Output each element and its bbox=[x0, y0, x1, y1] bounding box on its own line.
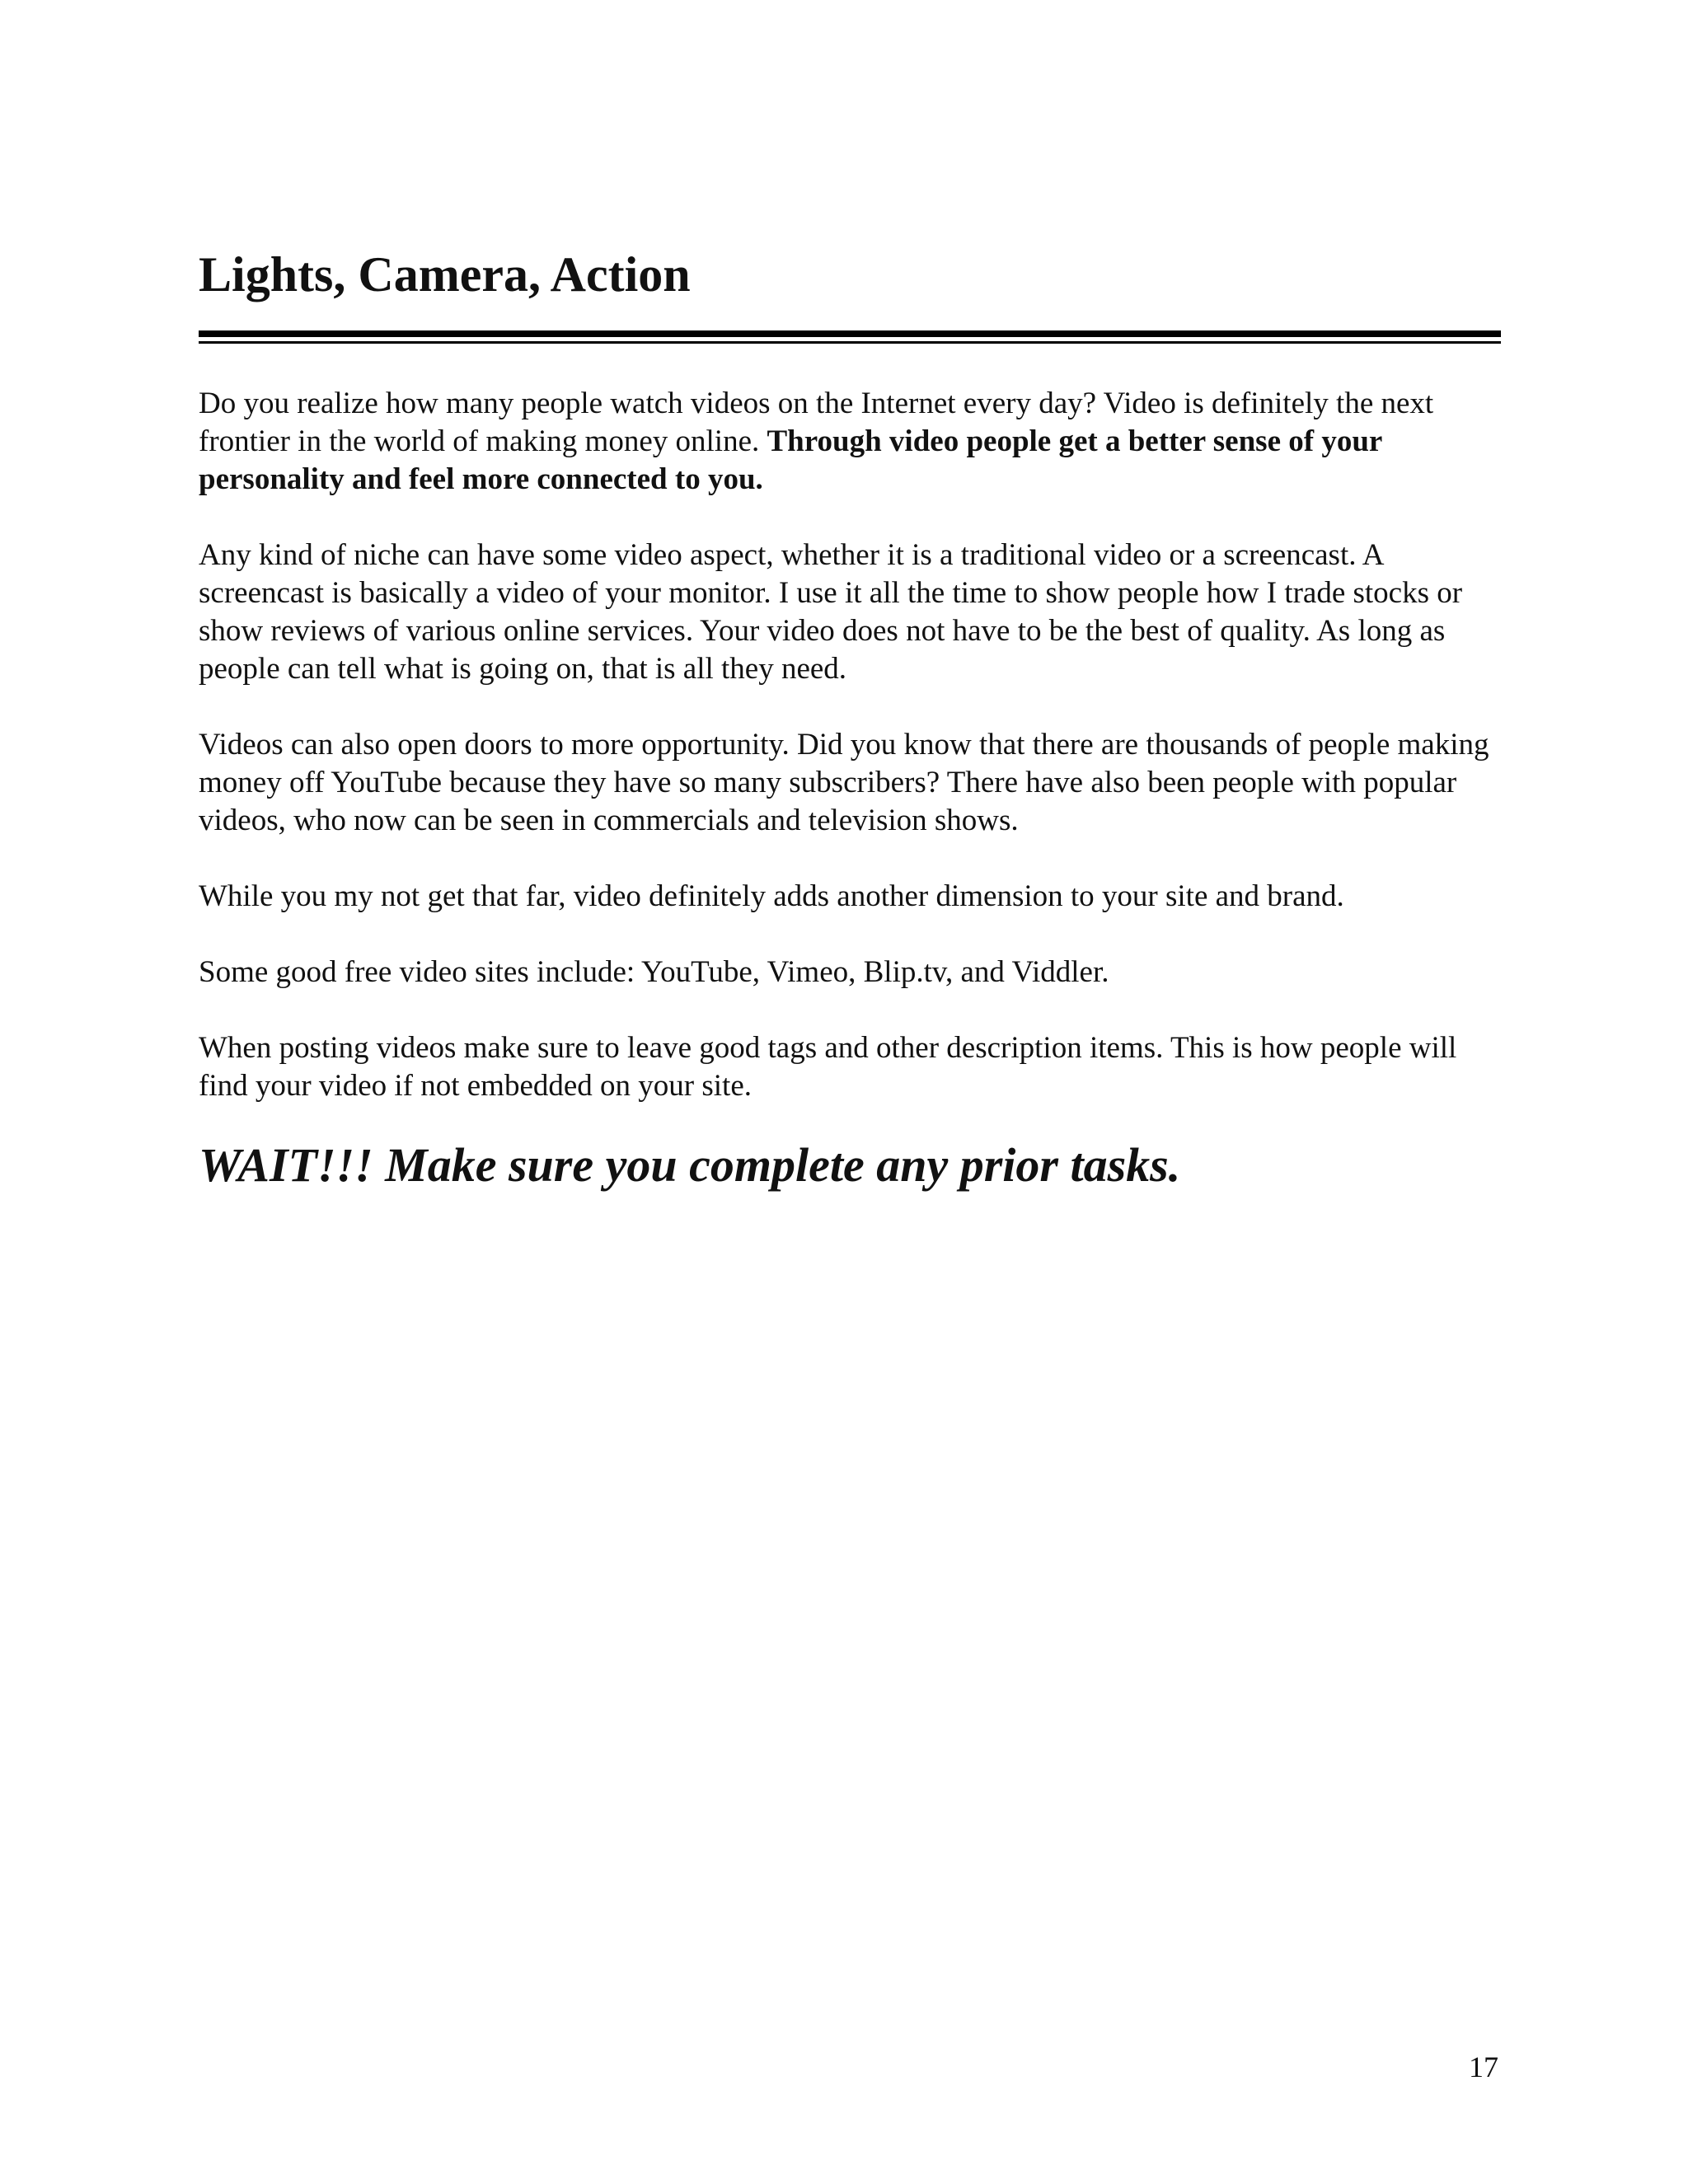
paragraph-4 bbox=[199, 878, 1501, 916]
paragraph-3 bbox=[199, 726, 1501, 840]
paragraph-1-text: Do you realize how many people watch videos on the Internet every day? Video is definitely the next frontier in the world of making money online. bbox=[199, 387, 1434, 458]
paragraph-4-text: While you my not get that far, video definitely adds another dimension to your site and brand. bbox=[199, 879, 1344, 913]
paragraph-2-text: Any kind of niche can have some video aspect, whether it is a traditional video or a screencast. A screencast is basically a video of your monitor. I use it all the time to show people how I trade stocks or show reviews of various online services. Your video does not have to be the best of quality. As long as people can tell what is going on, that is all they need. bbox=[199, 538, 1463, 686]
title-divider bbox=[199, 330, 1501, 344]
page-content bbox=[199, 247, 1501, 1193]
title-divider-thin-line bbox=[199, 341, 1501, 344]
paragraph-1 bbox=[199, 385, 1501, 499]
paragraph-5-text: Some good free video sites include: YouTube, Vimeo, Blip.tv, and Viddler. bbox=[199, 955, 1109, 989]
body-text bbox=[199, 385, 1501, 1193]
paragraph-5 bbox=[199, 954, 1501, 991]
paragraph-1-bold-text: Through video people get a better sense of your personality and feel more connected to you. bbox=[199, 424, 1382, 496]
paragraph-6 bbox=[199, 1029, 1501, 1105]
callout-text: WAIT!!! Make sure you complete any prior tasks. bbox=[199, 1138, 1181, 1192]
page-number: 17 bbox=[1469, 2050, 1498, 2083]
paragraph-2 bbox=[199, 537, 1501, 688]
title-divider-thick-line bbox=[199, 330, 1501, 337]
page-title: Lights, Camera, Action bbox=[199, 247, 691, 302]
paragraph-6-text: When posting videos make sure to leave good tags and other description items. This is how people will find your video if not embedded on your site. bbox=[199, 1031, 1457, 1103]
paragraph-3-text: Videos can also open doors to more opportunity. Did you know that there are thousands of people making money off YouTube because they have so many subscribers? There have also been people with popular videos, who now can be seen in commercials and television shows. bbox=[199, 728, 1489, 837]
